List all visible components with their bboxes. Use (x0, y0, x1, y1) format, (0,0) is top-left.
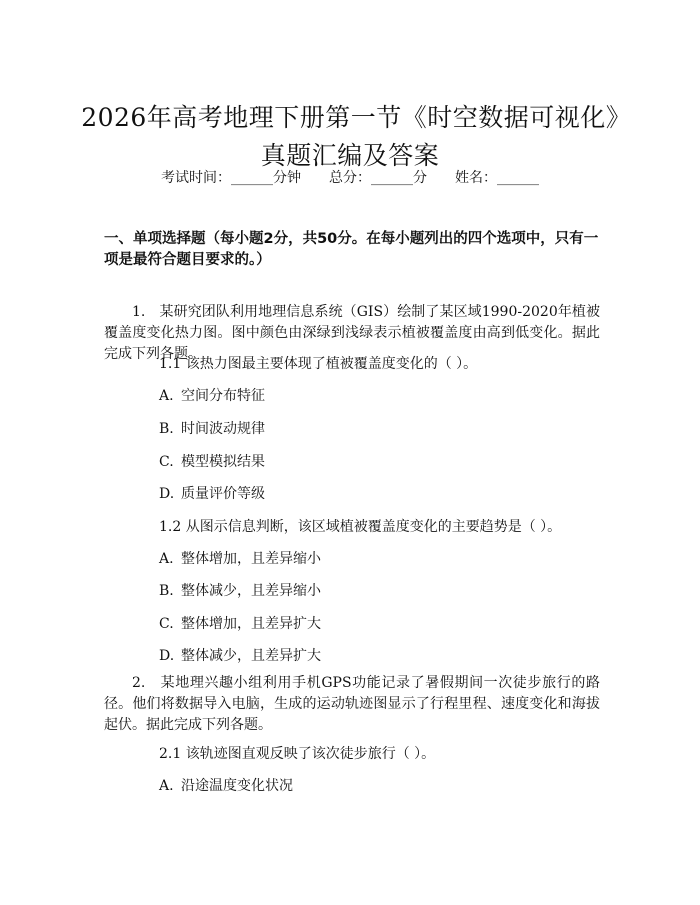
question-2-stem: 2. 某地理兴趣小组利用手机GPS功能记录了暑假期间一次徒步旅行的路径。他们将数据导入电脑，生成的运动轨迹图显示了行程里程、速度变化和海拔起伏。据此完成下列各题。 (104, 675, 600, 733)
option-1-2-b: B. 整体减少，且差异缩小 (159, 583, 321, 599)
exam-name: 姓名：______ (455, 170, 539, 186)
exam-score: 总分：______分 (329, 170, 427, 186)
option-1-2-c: C. 整体增加，且差异扩大 (159, 616, 321, 632)
option-1-2-a: A. 整体增加，且差异缩小 (159, 551, 321, 567)
exam-time: 考试时间：______分钟 (161, 170, 301, 186)
option-1-1-a: A. 空间分布特征 (159, 388, 265, 404)
question-1-stem: 1. 某研究团队利用地理信息系统（GIS）绘制了某区域1990-2020年植被覆盖度变化热力图。图中颜色由深绿到浅绿表示植被覆盖度由高到低变化。据此完成下列各题。 (104, 304, 600, 362)
document-title: 2026年高考地理下册第一节《时空数据可视化》真题汇编及答案 (81, 102, 619, 170)
exam-meta (0, 168, 700, 188)
question-1-2: 1.2 从图示信息判断，该区域植被覆盖度变化的主要趋势是（ ）。 (159, 519, 562, 535)
option-1-2-d: D. 整体减少，且差异扩大 (159, 648, 321, 664)
option-1-1-b: B. 时间波动规律 (159, 421, 265, 437)
question-2-1: 2.1 该轨迹图直观反映了该次徒步旅行（ ）。 (159, 746, 436, 762)
option-2-1-a: A. 沿途温度变化状况 (159, 778, 293, 794)
option-1-1-d: D. 质量评价等级 (159, 486, 265, 502)
section-heading: 一、单项选择题（每小题2分，共50分。在每小题列出的四个选项中，只有一项是最符合题目要求的。） (104, 231, 599, 268)
option-1-1-c: C. 模型模拟结果 (159, 454, 265, 470)
question-1-1: 1.1 该热力图最主要体现了植被覆盖度变化的（ ）。 (159, 356, 478, 372)
